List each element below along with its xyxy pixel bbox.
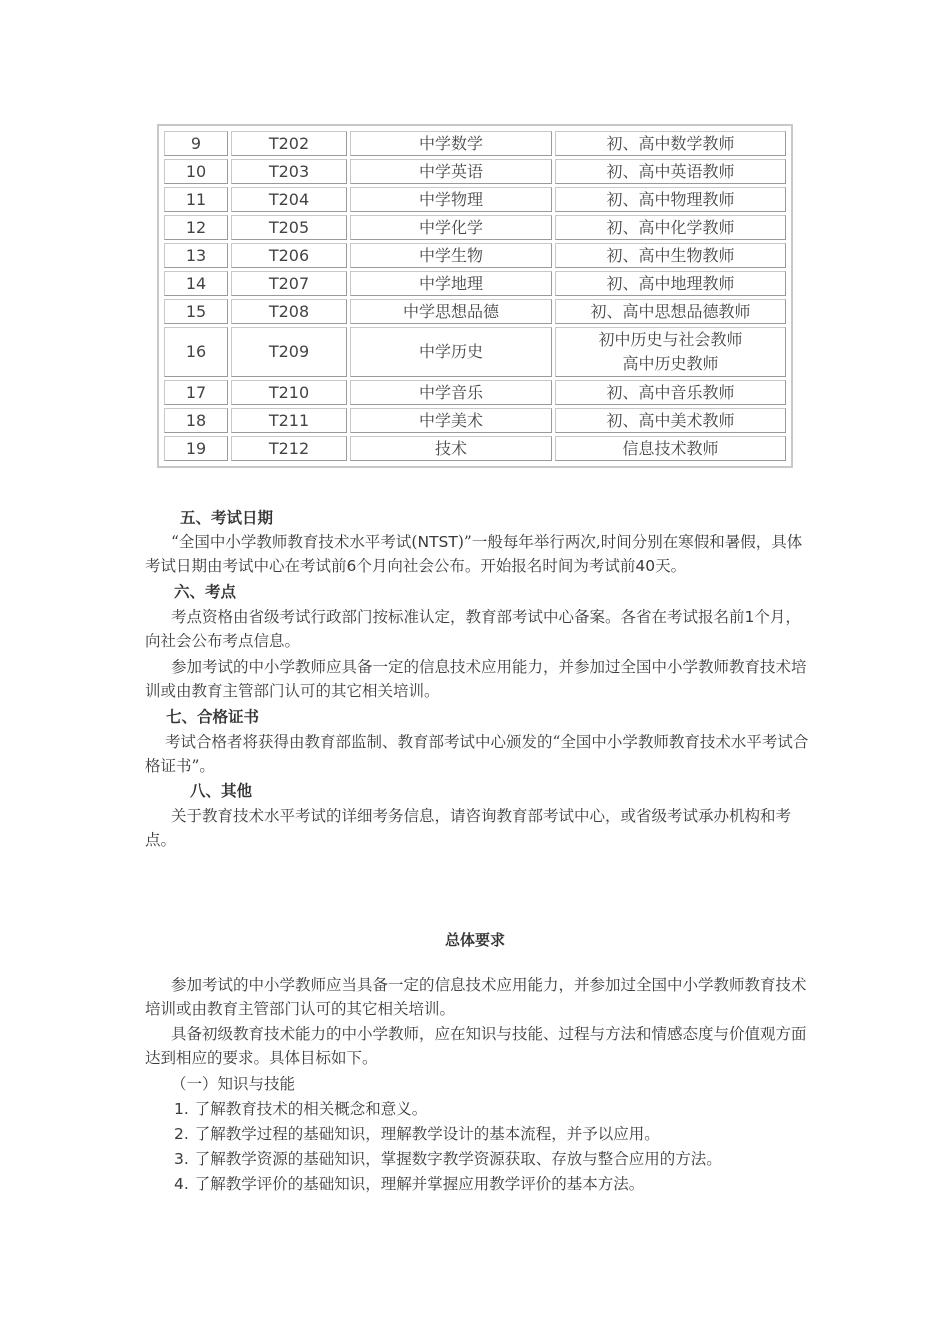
row-number: 10 bbox=[164, 159, 228, 184]
row-number: 19 bbox=[164, 436, 228, 461]
row-number: 16 bbox=[164, 327, 228, 377]
table-row bbox=[164, 187, 786, 212]
subject-name: 中学思想品德 bbox=[350, 299, 552, 324]
subject-name: 中学数学 bbox=[350, 131, 552, 156]
target-teachers: 初、高中生物教师 bbox=[555, 243, 786, 268]
table-row bbox=[164, 271, 786, 296]
subject-name: 中学生物 bbox=[350, 243, 552, 268]
section-heading-exam-date: 五、考试日期 bbox=[180, 509, 274, 527]
table-row bbox=[164, 131, 786, 156]
exam-requirement-paragraph: 参加考试的中小学教师应具备一定的信息技术应用能力，并参加过全国中小学教师教育技术培训或由教育主管部门认可的其它相关培训。 bbox=[145, 658, 807, 700]
list-number: 1. bbox=[174, 1100, 189, 1118]
target-teachers: 初、高中数学教师 bbox=[555, 131, 786, 156]
target-teachers: 初、高中思想品德教师 bbox=[555, 299, 786, 324]
list-text: 了解教学资源的基础知识，掌握数字教学资源获取、存放与整合应用的方法。 bbox=[194, 1150, 722, 1168]
row-number: 15 bbox=[164, 299, 228, 324]
row-number: 18 bbox=[164, 408, 228, 433]
exam-code: T207 bbox=[231, 271, 347, 296]
table-row bbox=[164, 215, 786, 240]
subject-name: 中学地理 bbox=[350, 271, 552, 296]
subject-table-body bbox=[164, 131, 786, 461]
subject-table-grid bbox=[161, 128, 789, 464]
list-number: 3. bbox=[174, 1150, 189, 1168]
exam-code: T209 bbox=[231, 327, 347, 377]
exam-code: T212 bbox=[231, 436, 347, 461]
subject-name: 中学英语 bbox=[350, 159, 552, 184]
subject-name: 技术 bbox=[350, 436, 552, 461]
row-number: 12 bbox=[164, 215, 228, 240]
table-row bbox=[164, 327, 786, 377]
exam-code: T206 bbox=[231, 243, 347, 268]
certificate-paragraph: 考试合格者将获得由教育部监制、教育部考试中心颁发的“全国中小学教师教育技术水平考试合格证书”。 bbox=[145, 733, 809, 775]
general-requirements-title: 总体要求 bbox=[444, 931, 505, 949]
target-teachers: 初、高中化学教师 bbox=[555, 215, 786, 240]
list-item bbox=[174, 1097, 427, 1121]
knowledge-skills-subheading: （一）知识与技能 bbox=[171, 1075, 296, 1093]
list-item bbox=[174, 1122, 660, 1146]
table-row bbox=[164, 243, 786, 268]
exam-code: T210 bbox=[231, 380, 347, 405]
list-text: 了解教学评价的基础知识，理解并掌握应用教学评价的基本方法。 bbox=[194, 1175, 645, 1193]
text-run: 天。 bbox=[655, 557, 687, 575]
list-item bbox=[174, 1172, 644, 1196]
text-run: 40 bbox=[635, 557, 656, 575]
exam-code: T205 bbox=[231, 215, 347, 240]
target-teachers: 初、高中物理教师 bbox=[555, 187, 786, 212]
section-heading-other: 八、其他 bbox=[190, 782, 253, 800]
text-run: )”一般每年举行两次,时间分别在寒假和暑假，具体考试日期由考试中心在考试前 bbox=[145, 533, 803, 575]
list-text: 了解教学过程的基础知识，理解教学设计的基本流程，并予以应用。 bbox=[194, 1125, 660, 1143]
text-run: 1 bbox=[744, 608, 755, 626]
table-row bbox=[164, 408, 786, 433]
target-teachers bbox=[555, 327, 786, 377]
general-paragraph-2: 具备初级教育技术能力的中小学教师，应在知识与技能、过程与方法和情感态度与价值观方面达到相应的要求。具体目标如下。 bbox=[145, 1025, 807, 1067]
subject-name: 中学美术 bbox=[350, 408, 552, 433]
subject-name: 中学物理 bbox=[350, 187, 552, 212]
target-teachers-line1: 初中历史与社会教师 bbox=[598, 330, 743, 349]
subject-table bbox=[157, 124, 793, 468]
target-teachers: 初、高中音乐教师 bbox=[555, 380, 786, 405]
table-row bbox=[164, 159, 786, 184]
row-number: 9 bbox=[164, 131, 228, 156]
section-heading-certificate: 七、合格证书 bbox=[166, 708, 260, 726]
other-paragraph: 关于教育技术水平考试的详细考务信息，请咨询教育部考试中心，或省级考试承办机构和考点。 bbox=[145, 807, 792, 849]
row-number: 14 bbox=[164, 271, 228, 296]
exam-code: T204 bbox=[231, 187, 347, 212]
target-teachers: 初、高中美术教师 bbox=[555, 408, 786, 433]
exam-code: T202 bbox=[231, 131, 347, 156]
text-run: “全国中小学教师教育技术水平考试( bbox=[171, 533, 418, 551]
list-number: 4. bbox=[174, 1175, 189, 1193]
list-text: 了解教育技术的相关概念和意义。 bbox=[194, 1100, 428, 1118]
target-teachers-line2: 高中历史教师 bbox=[622, 354, 719, 373]
target-teachers: 初、高中英语教师 bbox=[555, 159, 786, 184]
subject-name: 中学音乐 bbox=[350, 380, 552, 405]
target-teachers: 信息技术教师 bbox=[555, 436, 786, 461]
list-item bbox=[174, 1147, 722, 1171]
target-teachers: 初、高中地理教师 bbox=[555, 271, 786, 296]
text-run: 个月，向社会公布考点信息。 bbox=[145, 608, 801, 650]
row-number: 11 bbox=[164, 187, 228, 212]
exam-date-paragraph bbox=[145, 530, 810, 578]
exam-code: T211 bbox=[231, 408, 347, 433]
exam-code: T203 bbox=[231, 159, 347, 184]
text-run: 6 bbox=[346, 557, 357, 575]
section-heading-exam-sites: 六、考点 bbox=[174, 583, 237, 601]
table-row bbox=[164, 299, 786, 324]
text-run: NTST bbox=[417, 533, 458, 551]
subject-name: 中学历史 bbox=[350, 327, 552, 377]
table-row bbox=[164, 436, 786, 461]
row-number: 17 bbox=[164, 380, 228, 405]
list-number: 2. bbox=[174, 1125, 189, 1143]
text-run: 个月向社会公布。开始报名时间为考试前 bbox=[356, 557, 636, 575]
row-number: 13 bbox=[164, 243, 228, 268]
exam-code: T208 bbox=[231, 299, 347, 324]
text-run: 考点资格由省级考试行政部门按标准认定，教育部考试中心备案。各省在考试报名前 bbox=[171, 608, 745, 626]
subject-name: 中学化学 bbox=[350, 215, 552, 240]
general-paragraph-1: 参加考试的中小学教师应当具备一定的信息技术应用能力，并参加过全国中小学教师教育技术培训或由教育主管部门认可的其它相关培训。 bbox=[145, 976, 807, 1018]
exam-sites-paragraph bbox=[145, 605, 810, 653]
table-row bbox=[164, 380, 786, 405]
